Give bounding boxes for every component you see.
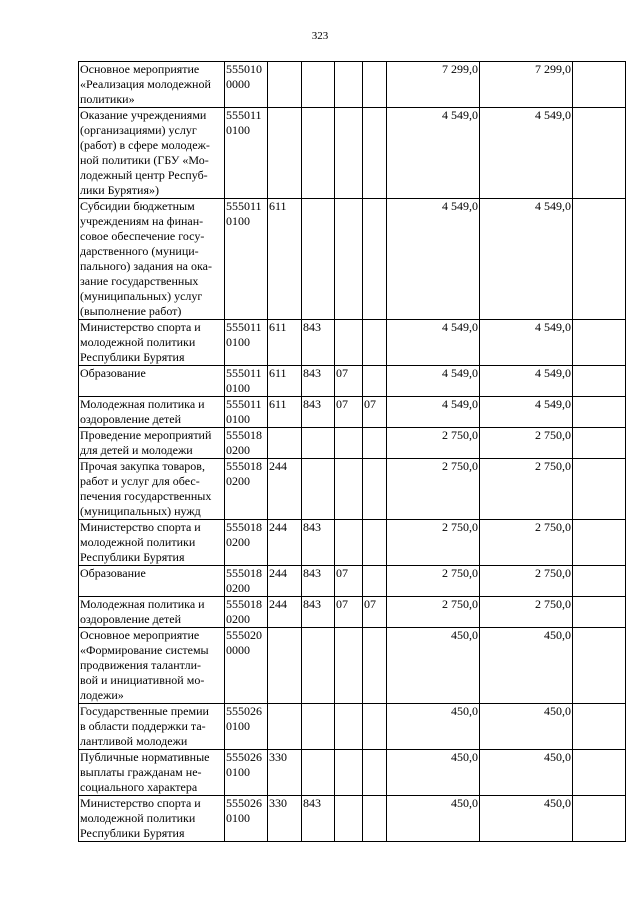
item-name-line: работ и услуг для обес- <box>80 474 200 488</box>
item-name-line: продвижения талантли- <box>80 658 202 672</box>
section-code-cell: 07 <box>335 566 363 597</box>
target-code-line: 555018 <box>226 459 262 473</box>
target-code-cell <box>225 428 268 459</box>
amount-year1-cell: 450,0 <box>387 628 480 704</box>
item-name-cell <box>79 108 225 199</box>
target-code-cell <box>225 750 268 796</box>
expense-type-cell: 244 <box>268 459 302 520</box>
section-code-cell <box>335 796 363 842</box>
item-name-line: (муниципальных) нужд <box>80 504 201 518</box>
subsection-code-cell <box>363 796 387 842</box>
subsection-code-cell <box>363 459 387 520</box>
target-code-line: 555011 <box>226 199 262 213</box>
target-code-line: 0000 <box>226 77 250 91</box>
item-name-line: Молодежная политика и <box>80 597 205 611</box>
amount-year2-cell: 2 750,0 <box>480 459 573 520</box>
target-code-line: 0100 <box>226 765 250 779</box>
target-code-line: 0100 <box>226 335 250 349</box>
item-name-line: Проведение мероприятий <box>80 428 212 442</box>
item-name-line: дарственного (муници- <box>80 244 199 258</box>
amount-year1-cell: 450,0 <box>387 750 480 796</box>
target-code-line: 555018 <box>226 597 262 611</box>
subsection-code-cell <box>363 108 387 199</box>
amount-year2-cell: 4 549,0 <box>480 199 573 320</box>
ministry-code-cell: 843 <box>302 366 335 397</box>
target-code-line: 0100 <box>226 412 250 426</box>
expense-type-cell <box>268 428 302 459</box>
item-name-cell <box>79 366 225 397</box>
amount-year1-cell: 2 750,0 <box>387 520 480 566</box>
page-number: 323 <box>311 30 329 42</box>
target-code-line: 0100 <box>226 381 250 395</box>
target-code-line: 555011 <box>226 366 262 380</box>
item-name-line: Образование <box>80 566 146 580</box>
target-code-cell <box>225 199 268 320</box>
item-name-cell <box>79 428 225 459</box>
item-name-line: Прочая закупка товаров, <box>80 459 205 473</box>
expense-type-cell: 611 <box>268 199 302 320</box>
expense-type-cell <box>268 628 302 704</box>
section-code-cell <box>335 199 363 320</box>
ministry-code-cell: 843 <box>302 796 335 842</box>
item-name-line: (выполнение работ) <box>80 304 182 318</box>
amount-year2-cell: 2 750,0 <box>480 520 573 566</box>
section-code-cell <box>335 704 363 750</box>
amount-year2-cell: 450,0 <box>480 704 573 750</box>
item-name-cell <box>79 320 225 366</box>
item-name-line: лантливой молодежи <box>80 734 188 748</box>
item-name-line: Молодежная политика и <box>80 397 205 411</box>
section-code-cell <box>335 108 363 199</box>
amount-year1-cell: 2 750,0 <box>387 566 480 597</box>
table-row <box>79 566 626 597</box>
item-name-line: молодежной политики <box>80 535 196 549</box>
empty-cell <box>573 108 626 199</box>
subsection-code-cell <box>363 320 387 366</box>
empty-cell <box>573 597 626 628</box>
empty-cell <box>573 704 626 750</box>
subsection-code-cell: 07 <box>363 397 387 428</box>
amount-year1-cell: 2 750,0 <box>387 459 480 520</box>
subsection-code-cell <box>363 428 387 459</box>
table-row <box>79 320 626 366</box>
item-name-cell <box>79 750 225 796</box>
target-code-cell <box>225 108 268 199</box>
item-name-line: (организациями) услуг <box>80 123 197 137</box>
expense-type-cell: 330 <box>268 796 302 842</box>
item-name-line: Министерство спорта и <box>80 520 201 534</box>
target-code-line: 0200 <box>226 443 250 457</box>
item-name-line: лодежи» <box>80 688 124 702</box>
target-code-line: 555026 <box>226 796 262 810</box>
subsection-code-cell: 07 <box>363 597 387 628</box>
item-name-line: Республики Бурятия <box>80 350 185 364</box>
item-name-cell <box>79 397 225 428</box>
target-code-line: 0100 <box>226 811 250 825</box>
target-code-line: 555018 <box>226 566 262 580</box>
budget-table-body <box>79 62 626 842</box>
item-name-line: политики» <box>80 92 135 106</box>
section-code-cell: 07 <box>335 366 363 397</box>
target-code-cell <box>225 597 268 628</box>
empty-cell <box>573 750 626 796</box>
amount-year2-cell: 4 549,0 <box>480 108 573 199</box>
target-code-cell <box>225 397 268 428</box>
subsection-code-cell <box>363 628 387 704</box>
item-name-line: печения государственных <box>80 489 212 503</box>
table-row <box>79 628 626 704</box>
amount-year1-cell: 4 549,0 <box>387 397 480 428</box>
expense-type-cell <box>268 108 302 199</box>
target-code-line: 0200 <box>226 474 250 488</box>
section-code-cell <box>335 520 363 566</box>
empty-cell <box>573 199 626 320</box>
target-code-line: 555026 <box>226 704 262 718</box>
item-name-cell <box>79 796 225 842</box>
item-name-line: зание государственных <box>80 274 199 288</box>
expense-type-cell: 330 <box>268 750 302 796</box>
table-row <box>79 199 626 320</box>
amount-year2-cell: 2 750,0 <box>480 428 573 459</box>
table-row <box>79 62 626 108</box>
item-name-line: для детей и молодежи <box>80 443 193 457</box>
empty-cell <box>573 520 626 566</box>
target-code-line: 0100 <box>226 719 250 733</box>
table-row <box>79 428 626 459</box>
amount-year1-cell: 2 750,0 <box>387 597 480 628</box>
subsection-code-cell <box>363 704 387 750</box>
amount-year2-cell: 2 750,0 <box>480 597 573 628</box>
ministry-code-cell <box>302 750 335 796</box>
amount-year2-cell: 4 549,0 <box>480 397 573 428</box>
table-row <box>79 397 626 428</box>
target-code-line: 555020 <box>226 628 262 642</box>
ministry-code-cell <box>302 628 335 704</box>
amount-year1-cell: 7 299,0 <box>387 62 480 108</box>
target-code-line: 555018 <box>226 520 262 534</box>
empty-cell <box>573 428 626 459</box>
amount-year1-cell: 4 549,0 <box>387 366 480 397</box>
target-code-cell <box>225 459 268 520</box>
item-name-line: Публичные нормативные <box>80 750 210 764</box>
empty-cell <box>573 796 626 842</box>
ministry-code-cell <box>302 459 335 520</box>
item-name-line: Основное мероприятие <box>80 628 200 642</box>
target-code-cell <box>225 566 268 597</box>
ministry-code-cell <box>302 108 335 199</box>
table-row <box>79 520 626 566</box>
expense-type-cell <box>268 62 302 108</box>
expense-type-cell: 244 <box>268 597 302 628</box>
target-code-line: 555011 <box>226 108 262 122</box>
item-name-line: Республики Бурятия <box>80 550 185 564</box>
ministry-code-cell <box>302 428 335 459</box>
budget-table <box>78 61 626 842</box>
item-name-cell <box>79 704 225 750</box>
subsection-code-cell <box>363 566 387 597</box>
amount-year2-cell: 450,0 <box>480 628 573 704</box>
expense-type-cell: 611 <box>268 320 302 366</box>
item-name-line: совое обеспечение госу- <box>80 229 205 243</box>
amount-year2-cell: 4 549,0 <box>480 366 573 397</box>
section-code-cell <box>335 428 363 459</box>
section-code-cell <box>335 62 363 108</box>
item-name-line: «Формирование системы <box>80 643 209 657</box>
item-name-line: Республики Бурятия <box>80 826 185 840</box>
table-row <box>79 704 626 750</box>
item-name-cell <box>79 199 225 320</box>
amount-year1-cell: 450,0 <box>387 796 480 842</box>
item-name-cell <box>79 597 225 628</box>
empty-cell <box>573 62 626 108</box>
subsection-code-cell <box>363 62 387 108</box>
empty-cell <box>573 397 626 428</box>
target-code-line: 0000 <box>226 643 250 657</box>
amount-year2-cell: 450,0 <box>480 796 573 842</box>
expense-type-cell: 244 <box>268 566 302 597</box>
expense-type-cell: 611 <box>268 366 302 397</box>
target-code-cell <box>225 628 268 704</box>
table-row <box>79 597 626 628</box>
item-name-line: ной политики (ГБУ «Мо- <box>80 153 209 167</box>
table-row <box>79 366 626 397</box>
amount-year2-cell: 7 299,0 <box>480 62 573 108</box>
amount-year2-cell: 4 549,0 <box>480 320 573 366</box>
target-code-line: 555011 <box>226 320 262 334</box>
target-code-line: 0200 <box>226 612 250 626</box>
item-name-line: лики Бурятия») <box>80 183 159 197</box>
section-code-cell <box>335 628 363 704</box>
subsection-code-cell <box>363 366 387 397</box>
subsection-code-cell <box>363 750 387 796</box>
item-name-line: выплаты гражданам не- <box>80 765 202 779</box>
item-name-line: оздоровление детей <box>80 612 182 626</box>
target-code-line: 0200 <box>226 535 250 549</box>
section-code-cell <box>335 750 363 796</box>
empty-cell <box>573 628 626 704</box>
amount-year1-cell: 4 549,0 <box>387 199 480 320</box>
item-name-cell <box>79 628 225 704</box>
item-name-line: учреждениям на финан- <box>80 214 204 228</box>
amount-year2-cell: 2 750,0 <box>480 566 573 597</box>
expense-type-cell <box>268 704 302 750</box>
target-code-line: 555010 <box>226 62 262 76</box>
ministry-code-cell: 843 <box>302 597 335 628</box>
ministry-code-cell <box>302 704 335 750</box>
item-name-line: Субсидии бюджетным <box>80 199 195 213</box>
item-name-line: Министерство спорта и <box>80 796 201 810</box>
empty-cell <box>573 320 626 366</box>
ministry-code-cell <box>302 62 335 108</box>
empty-cell <box>573 566 626 597</box>
empty-cell <box>573 459 626 520</box>
item-name-line: Государственные премии <box>80 704 209 718</box>
section-code-cell: 07 <box>335 597 363 628</box>
ministry-code-cell: 843 <box>302 520 335 566</box>
ministry-code-cell: 843 <box>302 320 335 366</box>
table-row <box>79 459 626 520</box>
item-name-line: молодежной политики <box>80 811 196 825</box>
item-name-line: (работ) в сфере молодеж- <box>80 138 210 152</box>
target-code-line: 0200 <box>226 581 250 595</box>
expense-type-cell: 244 <box>268 520 302 566</box>
target-code-line: 555011 <box>226 397 262 411</box>
ministry-code-cell: 843 <box>302 566 335 597</box>
empty-cell <box>573 366 626 397</box>
target-code-cell <box>225 366 268 397</box>
item-name-line: социального характера <box>80 780 198 794</box>
amount-year1-cell: 450,0 <box>387 704 480 750</box>
item-name-cell <box>79 459 225 520</box>
item-name-line: вой и инициативной мо- <box>80 673 205 687</box>
section-code-cell <box>335 320 363 366</box>
target-code-cell <box>225 320 268 366</box>
target-code-cell <box>225 704 268 750</box>
target-code-line: 0100 <box>226 123 250 137</box>
table-row <box>79 750 626 796</box>
item-name-cell <box>79 566 225 597</box>
item-name-line: Образование <box>80 366 146 380</box>
item-name-line: молодежной политики <box>80 335 196 349</box>
target-code-line: 555018 <box>226 428 262 442</box>
item-name-cell <box>79 520 225 566</box>
target-code-cell <box>225 520 268 566</box>
item-name-line: Основное мероприятие <box>80 62 200 76</box>
table-row <box>79 796 626 842</box>
subsection-code-cell <box>363 520 387 566</box>
table-row <box>79 108 626 199</box>
target-code-line: 555026 <box>226 750 262 764</box>
amount-year1-cell: 4 549,0 <box>387 320 480 366</box>
item-name-line: (муниципальных) услуг <box>80 289 203 303</box>
item-name-line: оздоровление детей <box>80 412 182 426</box>
amount-year1-cell: 2 750,0 <box>387 428 480 459</box>
item-name-line: лодежный центр Респуб- <box>80 168 208 182</box>
section-code-cell: 07 <box>335 397 363 428</box>
item-name-line: Оказание учреждениями <box>80 108 207 122</box>
item-name-line: «Реализация молодежной <box>80 77 211 91</box>
target-code-cell <box>225 62 268 108</box>
section-code-cell <box>335 459 363 520</box>
expense-type-cell: 611 <box>268 397 302 428</box>
subsection-code-cell <box>363 199 387 320</box>
item-name-cell <box>79 62 225 108</box>
item-name-line: Министерство спорта и <box>80 320 201 334</box>
target-code-cell <box>225 796 268 842</box>
amount-year2-cell: 450,0 <box>480 750 573 796</box>
item-name-line: пального) задания на ока- <box>80 259 212 273</box>
item-name-line: в области поддержки та- <box>80 719 206 733</box>
amount-year1-cell: 4 549,0 <box>387 108 480 199</box>
target-code-line: 0100 <box>226 214 250 228</box>
ministry-code-cell <box>302 199 335 320</box>
ministry-code-cell: 843 <box>302 397 335 428</box>
